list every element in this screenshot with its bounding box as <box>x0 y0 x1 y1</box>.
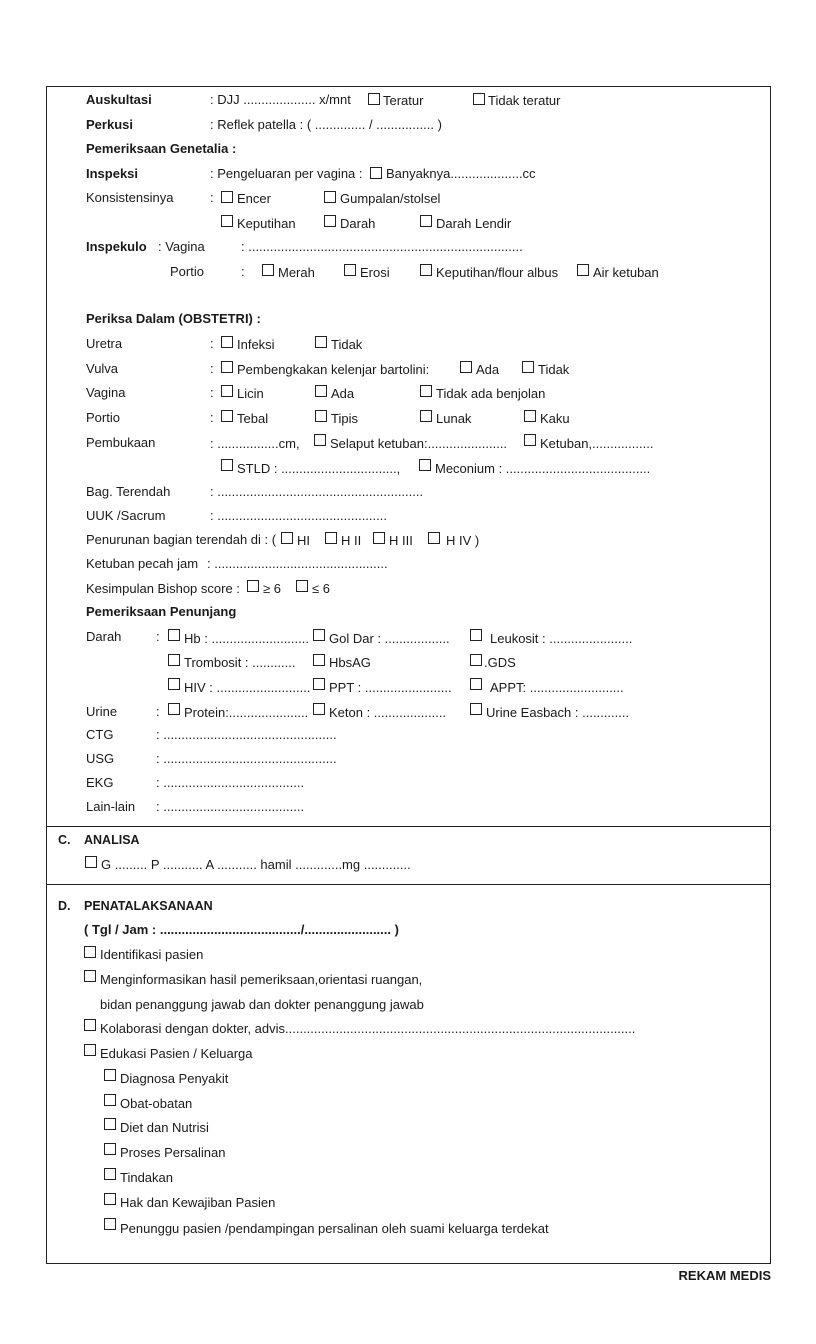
vulva-label: Vulva <box>86 361 119 376</box>
uretra-label: Uretra <box>86 336 123 351</box>
keton-checkbox[interactable] <box>313 703 325 715</box>
encer-checkbox[interactable] <box>221 191 233 203</box>
inspekulo-vagina-label: : Vagina <box>158 239 205 254</box>
inspeksi-label: Inspeksi <box>86 166 139 181</box>
bag-terendah-field[interactable]: : ......................................................... <box>210 484 424 499</box>
banyaknya-field[interactable]: Banyaknya....................cc <box>386 166 536 181</box>
portio-colon: : <box>210 410 214 425</box>
lain-lain-field[interactable]: : ....................................... <box>156 799 305 814</box>
h3-checkbox[interactable] <box>373 532 385 544</box>
gol-dar-field[interactable]: Gol Dar : .................. <box>329 631 450 646</box>
leukosit-field[interactable]: Leukosit : ....................... <box>490 631 633 646</box>
penunggu-checkbox[interactable] <box>104 1218 116 1230</box>
keton-field[interactable]: Keton : .................... <box>329 705 447 720</box>
gds-label: .GDS <box>484 655 516 670</box>
licin-label: Licin <box>237 386 264 401</box>
ekg-label: EKG <box>86 775 114 790</box>
merah-label: Merah <box>278 265 315 280</box>
analisa-checkbox[interactable] <box>85 856 97 868</box>
gol-dar-checkbox[interactable] <box>313 629 325 641</box>
perkusi-label: Perkusi <box>86 117 133 132</box>
diet-label: Diet dan Nutrisi <box>120 1120 209 1135</box>
analisa-title: ANALISA <box>84 833 140 847</box>
ctg-field[interactable]: : ................................................ <box>156 727 337 742</box>
auskultasi-label: Auskultasi <box>86 92 152 107</box>
tidak-ada-benjolan-label: Tidak ada benjolan <box>436 386 546 401</box>
portio-label: Portio <box>86 410 120 425</box>
stld-field[interactable]: STLD : ................................, <box>237 461 401 476</box>
identifikasi-label: Identifikasi pasien <box>100 947 204 962</box>
darah-lendir-checkbox[interactable] <box>420 215 432 227</box>
tebal-label: Tebal <box>237 411 269 426</box>
h1-label: HI <box>297 533 310 548</box>
inspekulo-portio-colon: : <box>241 264 245 279</box>
hb-field[interactable]: Hb : ........................... <box>184 631 309 646</box>
tipis-checkbox[interactable] <box>315 410 327 422</box>
darah-label: Darah <box>340 216 376 231</box>
meconium-field[interactable]: Meconium : ........................................ <box>435 461 651 476</box>
infeksi-label: Infeksi <box>237 337 275 352</box>
ppt-checkbox[interactable] <box>313 678 325 690</box>
tipis-label: Tipis <box>331 411 358 426</box>
vagina-label: Vagina <box>86 385 126 400</box>
h2-checkbox[interactable] <box>325 532 337 544</box>
darah-checkbox[interactable] <box>324 215 336 227</box>
vagina-ada-checkbox[interactable] <box>315 385 327 397</box>
h2-label: H II <box>341 533 362 548</box>
gumpalan-label: Gumpalan/stolsel <box>340 191 441 206</box>
air-ketuban-label: Air ketuban <box>593 265 659 280</box>
pembukaan-cm-field[interactable]: : .................cm, <box>210 436 300 451</box>
kaku-label: Kaku <box>540 411 570 426</box>
diagnosa-label: Diagnosa Penyakit <box>120 1071 229 1086</box>
merah-checkbox[interactable] <box>262 264 274 276</box>
uuk-field[interactable]: : ............................................... <box>210 508 387 523</box>
ppt-field[interactable]: PPT : ........................ <box>329 680 452 695</box>
ctg-label: CTG <box>86 727 114 742</box>
tindakan-checkbox[interactable] <box>104 1168 116 1180</box>
bishop-label: Kesimpulan Bishop score : <box>86 581 240 596</box>
usg-field[interactable]: : ................................................ <box>156 751 337 766</box>
hak-kewajiban-checkbox[interactable] <box>104 1193 116 1205</box>
tebal-checkbox[interactable] <box>221 410 233 422</box>
rekam-medis-footer: REKAM MEDIS <box>678 1268 771 1283</box>
urine-colon: : <box>156 704 160 719</box>
flour-albus-checkbox[interactable] <box>420 264 432 276</box>
infeksi-checkbox[interactable] <box>221 336 233 348</box>
ekg-field[interactable]: : ....................................... <box>156 775 305 790</box>
divider-penatalaksanaan <box>46 884 771 885</box>
uuk-label: UUK /Sacrum <box>86 508 166 523</box>
uretra-tidak-checkbox[interactable] <box>315 336 327 348</box>
lunak-checkbox[interactable] <box>420 410 432 422</box>
hak-kewajiban-label: Hak dan Kewajiban Pasien <box>120 1195 276 1210</box>
usg-label: USG <box>86 751 115 766</box>
selaput-ketuban-field[interactable]: Selaput ketuban:...................... <box>330 436 508 451</box>
djj-field[interactable]: : DJJ .................... x/mnt <box>210 92 351 107</box>
bishop-ge6-checkbox[interactable] <box>247 580 259 592</box>
pembukaan-label: Pembukaan <box>86 435 156 450</box>
hbsag-label: HbsAG <box>329 655 371 670</box>
menginformasikan-checkbox[interactable] <box>84 970 96 982</box>
obat-label: Obat-obatan <box>120 1096 193 1111</box>
konsistensi-label: Konsistensinya <box>86 190 174 205</box>
teratur-checkbox[interactable] <box>368 93 380 105</box>
uretra-tidak-label: Tidak <box>331 337 363 352</box>
penunggu-label: Penunggu pasien /pendampingan persalinan oleh suami keluarga terdekat <box>120 1221 549 1236</box>
vagina-colon: : <box>210 385 214 400</box>
bartolini-ada-checkbox[interactable] <box>460 361 472 373</box>
uretra-colon: : <box>210 336 214 351</box>
air-ketuban-checkbox[interactable] <box>577 264 589 276</box>
h3-label: H III <box>389 533 413 548</box>
h1-checkbox[interactable] <box>281 532 293 544</box>
hiv-field[interactable]: HIV : .......................... <box>184 680 311 695</box>
obat-checkbox[interactable] <box>104 1094 116 1106</box>
bidan-label: bidan penanggung jawab dan dokter penanggung jawab <box>100 997 424 1012</box>
erosi-checkbox[interactable] <box>344 264 356 276</box>
vulva-colon: : <box>210 361 214 376</box>
bartolini-ada-label: Ada <box>476 362 500 377</box>
penatalaksanaan-letter: D. <box>58 899 71 913</box>
urine-label: Urine <box>86 704 118 719</box>
inspekulo-portio-label: Portio <box>170 264 204 279</box>
kaku-checkbox[interactable] <box>524 410 536 422</box>
teratur-label: Teratur <box>383 93 424 108</box>
keputihan-label: Keputihan <box>237 216 296 231</box>
pengeluaran-label: : Pengeluaran per vagina : <box>210 166 363 181</box>
leukosit-checkbox[interactable] <box>470 629 482 641</box>
hb-checkbox[interactable] <box>168 629 180 641</box>
meconium-checkbox[interactable] <box>419 459 431 471</box>
analisa-letter: C. <box>58 833 71 847</box>
esbach-checkbox[interactable] <box>470 703 482 715</box>
edukasi-label: Edukasi Pasien / Keluarga <box>100 1046 253 1061</box>
erosi-label: Erosi <box>360 265 390 280</box>
bishop-ge6-label: ≥ 6 <box>263 581 281 596</box>
penunjang-title: Pemeriksaan Penunjang <box>86 604 237 619</box>
menginformasikan-label: Menginformasikan hasil pemeriksaan,orientasi ruangan, <box>100 972 423 987</box>
vagina-ada-label: Ada <box>331 386 355 401</box>
appt-checkbox[interactable] <box>470 678 482 690</box>
diagnosa-checkbox[interactable] <box>104 1069 116 1081</box>
penurunan-label: Penurunan bagian terendah di : ( <box>86 532 277 547</box>
analisa-field[interactable]: G ......... P ........... A ........... hamil .............mg ............. <box>101 857 411 872</box>
protein-field[interactable]: Protein:...................... <box>184 705 309 720</box>
gds-checkbox[interactable] <box>470 654 482 666</box>
gumpalan-checkbox[interactable] <box>324 191 336 203</box>
identifikasi-checkbox[interactable] <box>84 946 96 958</box>
protein-checkbox[interactable] <box>168 703 180 715</box>
kolaborasi-checkbox[interactable] <box>84 1019 96 1031</box>
tidak-ada-benjolan-checkbox[interactable] <box>420 385 432 397</box>
selaput-ketuban-checkbox[interactable] <box>314 434 326 446</box>
banyaknya-checkbox[interactable] <box>370 167 382 179</box>
proses-persalinan-checkbox[interactable] <box>104 1143 116 1155</box>
esbach-field[interactable]: Urine Easbach : ............. <box>486 705 630 720</box>
edukasi-checkbox[interactable] <box>84 1044 96 1056</box>
darah-label: Darah <box>86 629 122 644</box>
hbsag-checkbox[interactable] <box>313 654 325 666</box>
flour-albus-label: Keputihan/flour albus <box>436 265 559 280</box>
reflek-patella-field[interactable]: : Reflek patella : ( .............. / ................ ) <box>210 117 442 132</box>
divider-analisa <box>46 826 771 827</box>
inspekulo-vagina-field[interactable]: : ............................................................................ <box>241 239 523 254</box>
tgl-jam-field[interactable]: ( Tgl / Jam : ......................................./........................ ) <box>84 922 399 937</box>
diet-checkbox[interactable] <box>104 1118 116 1130</box>
lain-lain-label: Lain-lain <box>86 799 136 814</box>
bartolini-label: Pembengkakan kelenjar bartolini: <box>237 362 430 377</box>
bartolini-checkbox[interactable] <box>221 361 233 373</box>
kolaborasi-field[interactable]: Kolaborasi dengan dokter, advis................................................................................................. <box>100 1021 636 1036</box>
licin-checkbox[interactable] <box>221 385 233 397</box>
konsistensi-colon: : <box>210 190 214 205</box>
bartolini-tidak-checkbox[interactable] <box>522 361 534 373</box>
h4-checkbox[interactable] <box>428 532 440 544</box>
bartolini-tidak-label: Tidak <box>538 362 570 377</box>
ketuban-pecah-field[interactable]: : ................................................ <box>207 556 388 571</box>
keputihan-checkbox[interactable] <box>221 215 233 227</box>
trombosit-field[interactable]: Trombosit : ............ <box>184 655 296 670</box>
stld-checkbox[interactable] <box>221 459 233 471</box>
periksa-dalam-title: Periksa Dalam (OBSTETRI) : <box>86 311 261 326</box>
darah-lendir-label: Darah Lendir <box>436 216 512 231</box>
bishop-le6-checkbox[interactable] <box>296 580 308 592</box>
hiv-checkbox[interactable] <box>168 678 180 690</box>
trombosit-checkbox[interactable] <box>168 654 180 666</box>
bishop-le6-label: ≤ 6 <box>312 581 330 596</box>
encer-label: Encer <box>237 191 271 206</box>
h4-label: H IV ) <box>446 533 480 548</box>
ketuban-checkbox[interactable] <box>524 434 536 446</box>
tidak-teratur-label: Tidak teratur <box>488 93 561 108</box>
ketuban-pecah-label: Ketuban pecah jam <box>86 556 199 571</box>
proses-persalinan-label: Proses Persalinan <box>120 1145 226 1160</box>
form-frame <box>46 86 771 1264</box>
bag-terendah-label: Bag. Terendah <box>86 484 171 499</box>
tindakan-label: Tindakan <box>120 1170 173 1185</box>
tidak-teratur-checkbox[interactable] <box>473 93 485 105</box>
genetalia-title: Pemeriksaan Genetalia : <box>86 141 237 156</box>
inspekulo-label: Inspekulo <box>86 239 147 254</box>
darah-colon: : <box>156 629 160 644</box>
appt-field[interactable]: APPT: .......................... <box>490 680 624 695</box>
lunak-label: Lunak <box>436 411 472 426</box>
penatalaksanaan-title: PENATALAKSANAAN <box>84 899 213 913</box>
ketuban-field[interactable]: Ketuban,................. <box>540 436 654 451</box>
